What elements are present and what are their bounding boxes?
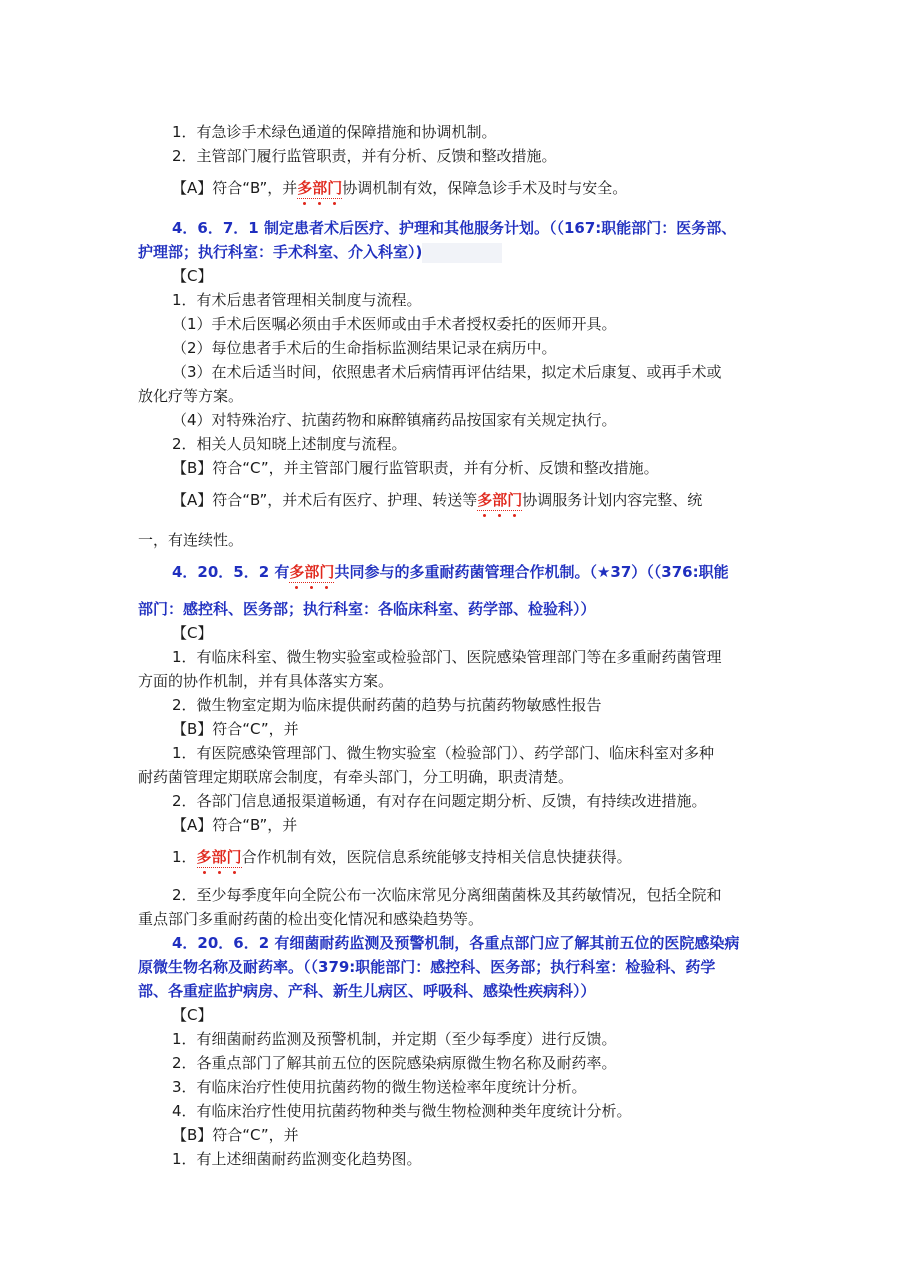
text-line: [0, 789, 910, 813]
text-run: 1．有急诊手术绿色通道的保障措施和协调机制。: [172, 123, 497, 141]
text-line: [0, 1147, 910, 1171]
text-line: [0, 488, 910, 512]
text-run: 合作机制有效，医院信息系统能够支持相关信息快捷获得。: [241, 848, 632, 866]
text-run: 4．有临床治疗性使用抗菌药物种类与微生物检测种类年度统计分析。: [172, 1102, 632, 1120]
text-run: 【A】符合“B”，并: [172, 179, 298, 197]
emphasis-dots: [477, 514, 522, 520]
heading-text: 4．20．6．2 有细菌耐药监测及预警机制，各重点部门应了解其前五位的医院感染病: [172, 934, 740, 952]
text-run: （1）手术后医嘱必须由手术医师或由手术者授权委托的医师开具。: [172, 315, 617, 333]
text-line: [0, 432, 910, 456]
text-line: [0, 669, 910, 693]
text-line: [0, 1051, 910, 1075]
section-heading: [0, 216, 910, 240]
text-line: [0, 528, 910, 552]
text-line: [0, 645, 910, 669]
text-line: [0, 883, 910, 907]
text-line: [0, 264, 910, 288]
emphasis-dots: [297, 202, 342, 208]
text-line: [0, 1075, 910, 1099]
text-line: [0, 288, 910, 312]
text-line: [0, 1099, 910, 1123]
text-line: [0, 907, 910, 931]
text-run: 【B】符合“C”，并: [172, 1126, 299, 1144]
section-heading: [0, 931, 910, 955]
section-heading: [0, 240, 910, 264]
emphasis-term: 多部门: [289, 562, 334, 583]
text-line: [0, 1027, 910, 1051]
emphasis-dots: [197, 871, 242, 877]
text-run: 1．有上述细菌耐药监测变化趋势图。: [172, 1150, 422, 1168]
text-run: 方面的协作机制，并有具体落实方案。: [138, 672, 394, 690]
text-run: 1．有临床科室、微生物实验室或检验部门、医院感染管理部门等在多重耐药菌管理: [172, 648, 722, 666]
text-line: [0, 384, 910, 408]
text-run: 【A】符合“B”，并: [172, 816, 298, 834]
text-run: 2．微生物室定期为临床提供耐药菌的趋势与抗菌药物敏感性报告: [172, 696, 602, 714]
text-line: [0, 693, 910, 717]
text-run: 3．有临床治疗性使用抗菌药物的微生物送检率年度统计分析。: [172, 1078, 587, 1096]
text-run: 1．有医院感染管理部门、微生物实验室（检验部门）、药学部门、临床科室对多种: [172, 744, 715, 762]
text-run: 耐药菌管理定期联席会制度，有牵头部门，分工明确，职责清楚。: [138, 768, 574, 786]
heading-text: 护理部；执行科室：手术科室、介入科室）): [138, 243, 423, 261]
heading-text: 部门：感控科、医务部；执行科室：各临床科室、药学部、检验科））: [138, 600, 596, 618]
emphasis-term: 多部门: [197, 847, 242, 868]
text-run: （3）在术后适当时间，依照患者术后病情再评估结果，拟定术后康复、或再手术或: [172, 363, 722, 381]
heading-text: 4．6．7．1 制定患者术后医疗、护理和其他服务计划。（（167:职能部门：医务部、: [172, 219, 737, 237]
text-run: 1．有术后患者管理相关制度与流程。: [172, 291, 422, 309]
text-run: 协调服务计划内容完整、统: [522, 491, 703, 509]
text-run: 1．: [172, 848, 197, 866]
text-line: [0, 360, 910, 384]
emphasis-dots: [289, 586, 334, 592]
text-line: [0, 717, 910, 741]
text-run: 【B】符合“C”，并: [172, 720, 299, 738]
section-heading: [0, 597, 910, 621]
text-line: [0, 144, 910, 168]
text-line: [0, 1123, 910, 1147]
text-run: 【B】符合“C”，并主管部门履行监管职责，并有分析、反馈和整改措施。: [172, 459, 659, 477]
text-line: [0, 621, 910, 645]
text-run: 协调机制有效，保障急诊手术及时与安全。: [342, 179, 628, 197]
text-line: [0, 408, 910, 432]
text-line: [0, 845, 910, 869]
grade-label: 【C】: [172, 267, 213, 285]
text-run: 放化疗等方案。: [138, 387, 244, 405]
highlight-block: [422, 243, 502, 263]
text-run: 2．各重点部门了解其前五位的医院感染病原微生物名称及耐药率。: [172, 1054, 617, 1072]
emphasis-term: 多部门: [297, 178, 342, 199]
text-run: （2）每位患者手术后的生命指标监测结果记录在病历中。: [172, 339, 557, 357]
text-line: [0, 456, 910, 480]
section-heading: [0, 979, 910, 1003]
heading-text: 部、各重症监护病房、产科、新生儿病区、呼吸科、感染性疾病科））: [138, 982, 596, 1000]
text-run: 重点部门多重耐药菌的检出变化情况和感染趋势等。: [138, 910, 484, 928]
heading-text: 原微生物名称及耐药率。（（379:职能部门：感控科、医务部；执行科室：检验科、药学: [138, 958, 716, 976]
text-run: 【A】符合“B”，并术后有医疗、护理、转送等: [172, 491, 478, 509]
text-line: [0, 312, 910, 336]
heading-text: 共同参与的多重耐药菌管理合作机制。（★37）（（376:职能: [334, 563, 729, 581]
text-run: （4）对特殊治疗、抗菌药物和麻醉镇痛药品按国家有关规定执行。: [172, 411, 617, 429]
text-run: 2．各部门信息通报渠道畅通，有对存在问题定期分析、反馈，有持续改进措施。: [172, 792, 707, 810]
text-run: 2．主管部门履行监管职责，并有分析、反馈和整改措施。: [172, 147, 557, 165]
text-line: [0, 741, 910, 765]
grade-label: 【C】: [172, 1006, 213, 1024]
text-run: 2．至少每季度年向全院公布一次临床常见分离细菌菌株及其药敏情况，包括全院和: [172, 886, 722, 904]
text-run: 1．有细菌耐药监测及预警机制，并定期（至少每季度）进行反馈。: [172, 1030, 617, 1048]
text-line: [0, 176, 910, 200]
text-line: [0, 813, 910, 837]
grade-label: 【C】: [172, 624, 213, 642]
emphasis-term: 多部门: [477, 490, 522, 511]
text-line: [0, 336, 910, 360]
text-line: [0, 765, 910, 789]
heading-text: 4．20．5．2 有: [172, 563, 290, 581]
text-run: 2．相关人员知晓上述制度与流程。: [172, 435, 407, 453]
text-line: [0, 120, 910, 144]
section-heading: [0, 955, 910, 979]
text-line: [0, 1003, 910, 1027]
section-heading: [0, 560, 910, 584]
text-run: 一，有连续性。: [138, 531, 244, 549]
